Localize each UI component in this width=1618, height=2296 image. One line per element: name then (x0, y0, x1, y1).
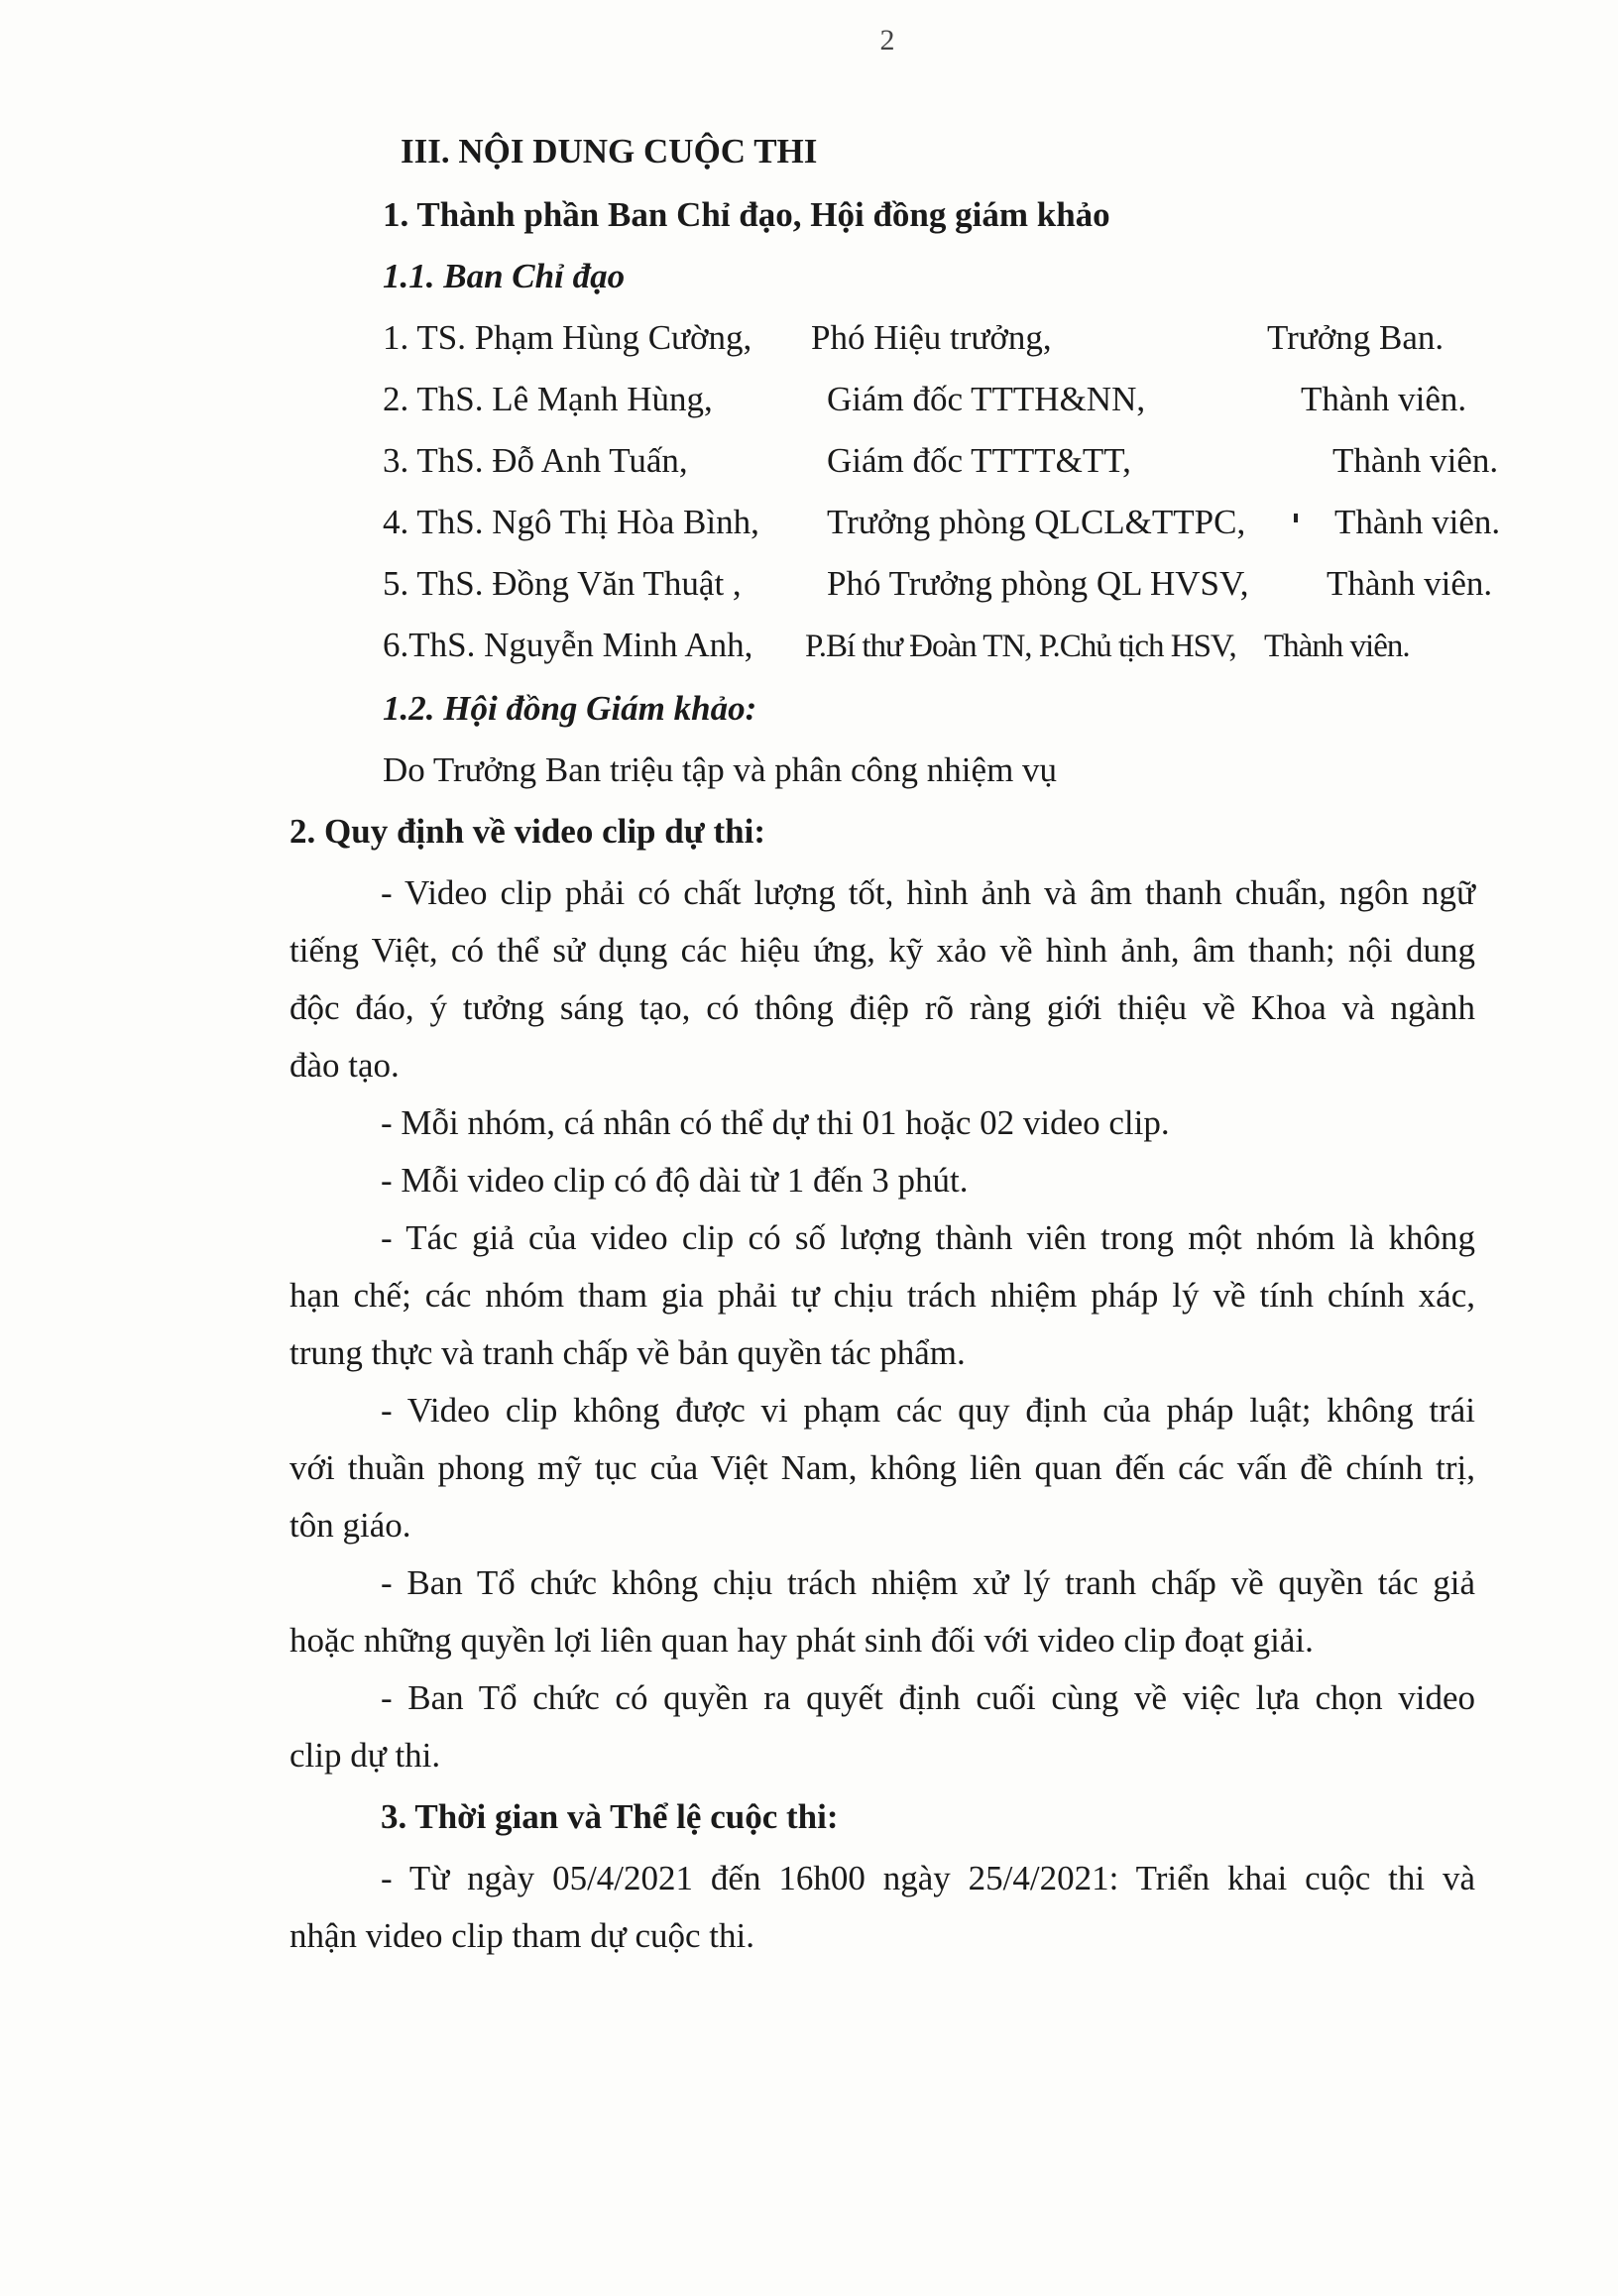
timeline-line-1: - Từ ngày 05/4/2021 đến 16h00 ngày 25/4/2021: Triển khai cuộc thi và (381, 1859, 1475, 1897)
section-title: III. NỘI DUNG CUỘC THI (401, 132, 818, 171)
member-3-name: 3. ThS. Đỗ Anh Tuấn, (383, 441, 688, 480)
member-1-name: 1. TS. Phạm Hùng Cường, (383, 318, 752, 357)
rule-7-line-1: - Ban Tổ chức có quyền ra quyết định cuối cùng về việc lựa chọn video (381, 1678, 1475, 1717)
timeline-line-2: nhận video clip tham dự cuộc thi. (289, 1916, 754, 1955)
member-6-position: P.Bí thư Đoàn TN, P.Chủ tịch HSV, (805, 629, 1236, 664)
member-4-name: 4. ThS. Ngô Thị Hòa Bình, (383, 503, 759, 541)
member-3-role: Thành viên. (1332, 441, 1499, 480)
rule-5-line-3: tôn giáo. (289, 1506, 411, 1545)
page-number: 2 (879, 24, 895, 57)
rule-5-line-2: với thuần phong mỹ tục của Việt Nam, không liên quan đến các vấn đề chính trị, (289, 1448, 1475, 1487)
rule-2: - Mỗi nhóm, cá nhân có thể dự thi 01 hoặc 02 video clip. (381, 1103, 1170, 1142)
heading-jury: 1.2. Hội đồng Giám khảo: (383, 689, 757, 728)
member-1-position: Phó Hiệu trưởng, (811, 318, 1052, 357)
member-2-name: 2. ThS. Lê Mạnh Hùng, (383, 380, 713, 418)
rule-7-line-2: clip dự thi. (289, 1736, 441, 1775)
member-2-position: Giám đốc TTTH&NN, (827, 380, 1146, 418)
stray-mark (1294, 514, 1298, 522)
heading-video-rules: 2. Quy định về video clip dự thi: (289, 812, 765, 851)
member-2-role: Thành viên. (1301, 380, 1467, 418)
heading-timeline: 3. Thời gian và Thể lệ cuộc thi: (381, 1797, 839, 1836)
member-6-role: Thành viên. (1264, 629, 1410, 664)
member-3-position: Giám đốc TTTT&TT, (827, 441, 1131, 480)
heading-committee: 1. Thành phần Ban Chỉ đạo, Hội đồng giám khảo (383, 195, 1110, 234)
member-5-position: Phó Trưởng phòng QL HVSV, (827, 564, 1249, 603)
rule-5-line-1: - Video clip không được vi phạm các quy định của pháp luật; không trái (381, 1391, 1475, 1430)
rule-1-line-3: độc đáo, ý tưởng sáng tạo, có thông điệp rõ ràng giới thiệu về Khoa và ngành (289, 988, 1475, 1027)
rule-6-line-1: - Ban Tổ chức không chịu trách nhiệm xử lý tranh chấp về quyền tác giả (381, 1563, 1475, 1602)
rule-4-line-1: - Tác giả của video clip có số lượng thành viên trong một nhóm là không (381, 1218, 1475, 1257)
rule-6-line-2: hoặc những quyền lợi liên quan hay phát sinh đối với video clip đoạt giải. (289, 1621, 1314, 1660)
member-4-position: Trưởng phòng QLCL&TTPC, (827, 503, 1246, 541)
member-1-role: Trưởng Ban. (1267, 318, 1445, 357)
rule-4-line-2: hạn chế; các nhóm tham gia phải tự chịu trách nhiệm pháp lý về tính chính xác, (289, 1276, 1475, 1315)
member-4-role: Thành viên. (1334, 503, 1501, 541)
rule-1-line-1: - Video clip phải có chất lượng tốt, hình ảnh và âm thanh chuẩn, ngôn ngữ (381, 873, 1475, 912)
member-5-name: 5. ThS. Đồng Văn Thuật , (383, 564, 742, 603)
heading-steering-board: 1.1. Ban Chỉ đạo (383, 257, 626, 295)
member-6-name: 6.ThS. Nguyễn Minh Anh, (383, 626, 753, 664)
jury-text: Do Trưởng Ban triệu tập và phân công nhiệm vụ (383, 750, 1058, 789)
rule-4-line-3: trung thực và tranh chấp về bản quyền tác phẩm. (289, 1333, 966, 1372)
rule-3: - Mỗi video clip có độ dài từ 1 đến 3 phút. (381, 1161, 969, 1200)
rule-1-line-4: đào tạo. (289, 1046, 400, 1085)
rule-1-line-2: tiếng Việt, có thể sử dụng các hiệu ứng, kỹ xảo về hình ảnh, âm thanh; nội dung (289, 931, 1475, 970)
member-5-role: Thành viên. (1327, 564, 1493, 603)
